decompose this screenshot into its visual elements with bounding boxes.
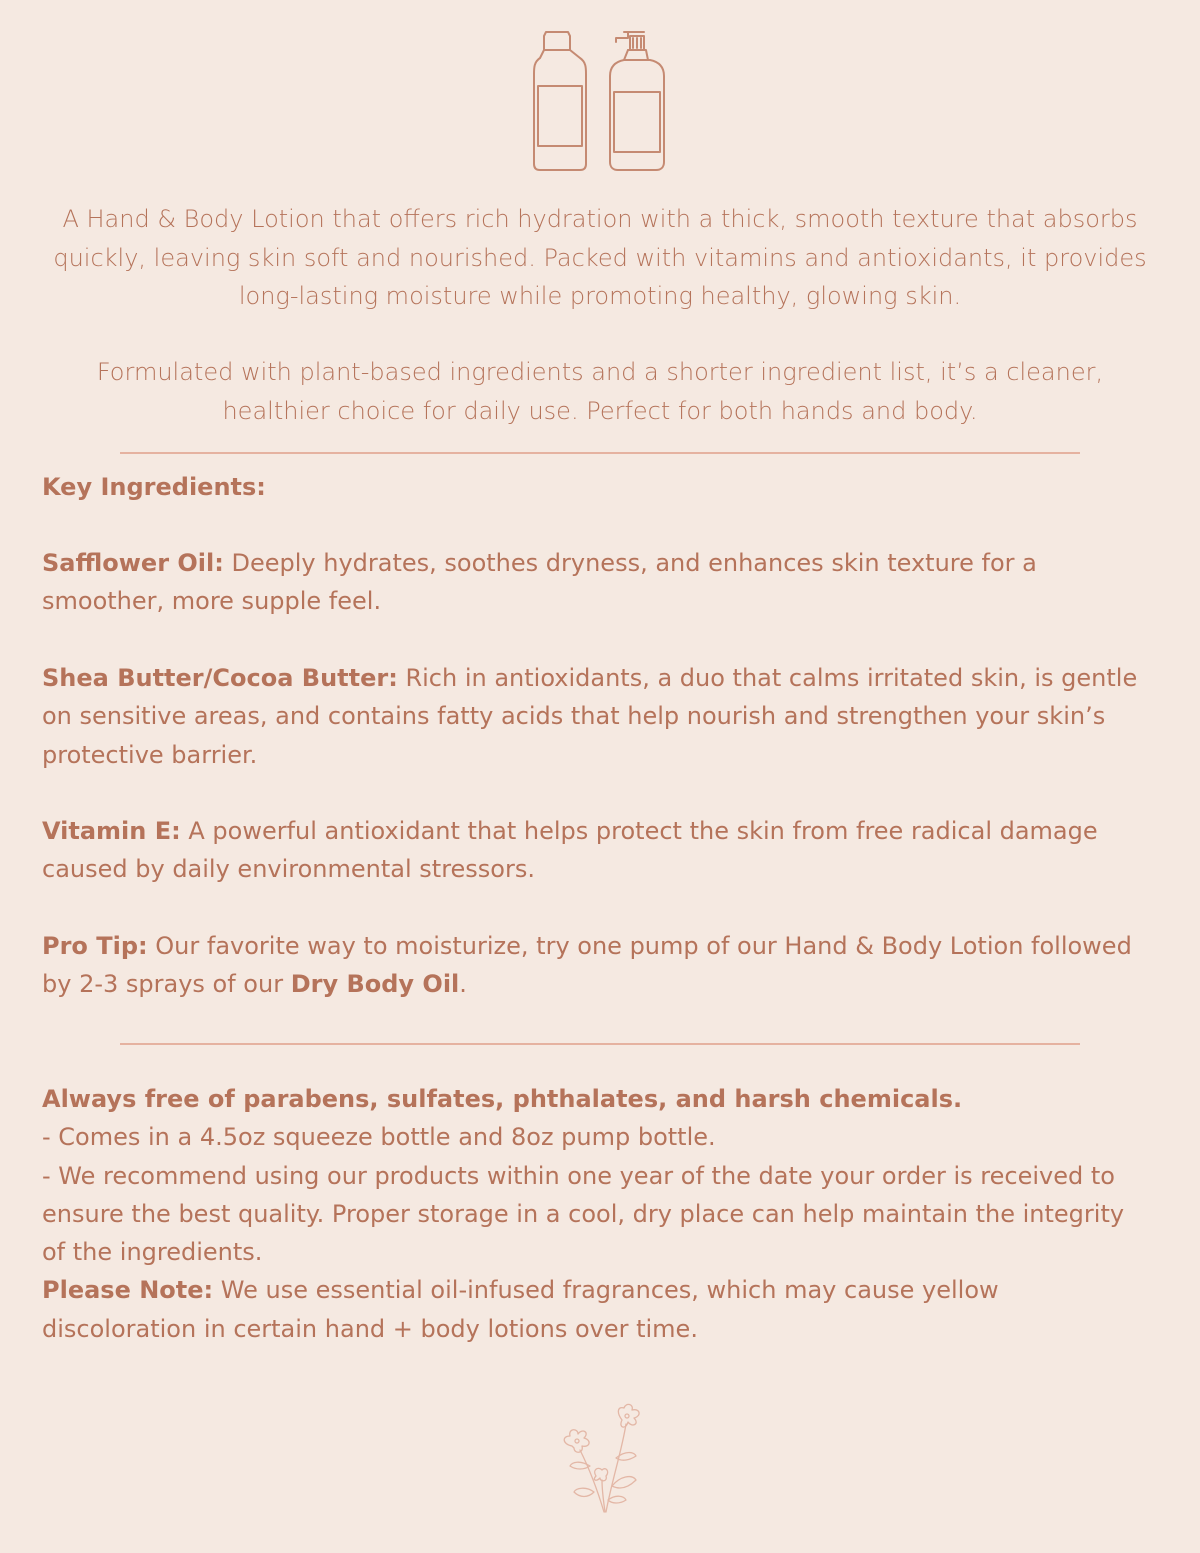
ingredient-description: Deeply hydrates, soothes dryness, and enhances skin texture for a smoother, more supple feel. [42,549,1037,616]
pro-tip [42,927,1152,1004]
usage-recommendation: - We recommend using our products within one year of the date your order is received to ensure the best quality. Proper storage in a cool, dry place can help maintain the integrity of the ingredients. [42,1161,1125,1267]
dry-body-oil-product: Dry Body Oil [290,970,460,999]
ingredient-description: Rich in antioxidants, a duo that calms irritated skin, is gentle on sensitive areas, and contains fatty acids that help nourish and strengthen your skin’s protective barrier. [42,664,1138,769]
pro-tip-label: Pro Tip: [42,932,148,960]
intro-paragraph-secondary: Formulated with plant-based ingredients and a shorter ingredient list, it’s a cleaner, healthier choice for daily use. Perfect for both hands and body. [96,358,1104,425]
pro-tip-end: . [459,970,467,999]
ingredient-vitamin-e [42,812,1152,889]
ingredient-safflower-oil [42,544,1152,621]
free-of-statement: Always free of parabens, sulfates, phthalates, and harsh chemicals. [42,1085,963,1113]
ingredient-label: Shea Butter/Cocoa Butter: [42,664,398,692]
flower-sketch-icon [550,1400,650,1518]
ingredient-description: A powerful antioxidant that helps protect the skin from free radical damage caused by daily environmental stressors. [42,817,1098,884]
please-note-label: Please Note: [42,1276,214,1305]
ingredient-label: Vitamin E: [42,817,181,845]
ingredient-label: Safflower Oil: [42,549,224,577]
please-note [42,1271,1152,1348]
key-ingredients-heading: Key Ingredients: [42,473,266,501]
ingredient-shea-cocoa-butter [42,659,1152,774]
divider [120,452,1080,454]
product-details [42,1080,1152,1348]
pro-tip-text: Our favorite way to moisturize, try one pump of our Hand & Body Lotion followed by 2-3 sprays of our [42,932,1132,999]
bottle-sizes: - Comes in a 4.5oz squeeze bottle and 8oz pump bottle. [42,1123,716,1152]
divider [120,1043,1080,1045]
lotion-bottles-icon [528,28,672,174]
intro-paragraph: A Hand & Body Lotion that offers rich hydration with a thick, smooth texture that absorbs quickly, leaving skin soft and nourished. Packed with vitamins and antioxidants, it provides long-lasting moisture while promoting healthy, glowing skin. [53,205,1147,310]
please-note-text: We use essential oil-infused fragrances, which may cause yellow discoloration in certain hand + body lotions over time. [42,1276,999,1343]
